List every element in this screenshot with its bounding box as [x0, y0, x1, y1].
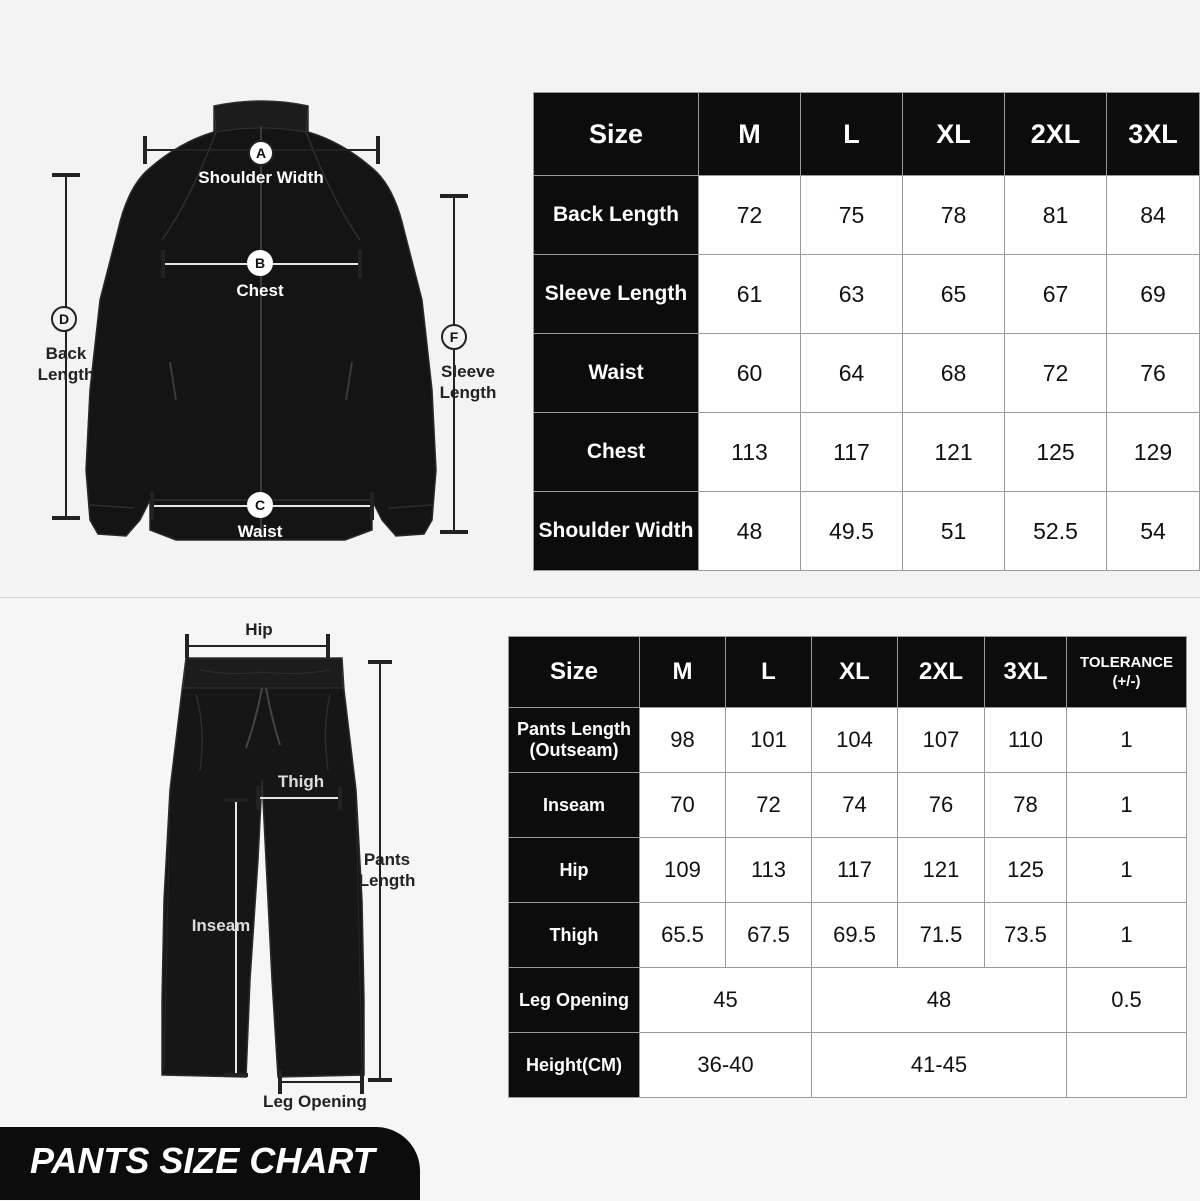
- cell: 69: [1107, 255, 1200, 334]
- cell: 125: [1005, 413, 1107, 492]
- row-label: [509, 708, 640, 773]
- cell-merged: 48: [812, 968, 1067, 1033]
- table-row: [534, 413, 1200, 492]
- row-label: Thigh: [509, 903, 640, 968]
- cell: 113: [726, 838, 812, 903]
- header-l: L: [726, 637, 812, 708]
- cell: 113: [699, 413, 801, 492]
- pants-table-header: [509, 637, 1187, 708]
- header-size: Size: [534, 93, 699, 176]
- pants-length-label: [359, 849, 416, 891]
- cell: 76: [1107, 334, 1200, 413]
- cell: 78: [985, 773, 1067, 838]
- thigh-label: Thigh: [277, 772, 325, 791]
- cell: 51: [903, 492, 1005, 571]
- table-row: [534, 334, 1200, 413]
- cell: 110: [985, 708, 1067, 773]
- cell: 104: [812, 708, 898, 773]
- cell: 52.5: [1005, 492, 1107, 571]
- inseam-label: Inseam: [191, 916, 251, 935]
- cell: 67: [1005, 255, 1107, 334]
- header-m: M: [640, 637, 726, 708]
- leg-opening-label: Leg Opening: [263, 1092, 367, 1111]
- cell: 60: [699, 334, 801, 413]
- cell: 54: [1107, 492, 1200, 571]
- cell-tolerance: 1: [1067, 773, 1187, 838]
- cell: 121: [903, 413, 1005, 492]
- pants-size-table: [508, 636, 1187, 1098]
- pants-length-label-text: Pants Length: [358, 850, 416, 890]
- waist-label: Waist: [237, 522, 283, 541]
- row-label: Back Length: [534, 176, 699, 255]
- row-label: Hip: [509, 838, 640, 903]
- header-2xl: 2XL: [898, 637, 985, 708]
- cell-tolerance: [1067, 1033, 1187, 1098]
- cell: 63: [801, 255, 903, 334]
- header-tolerance: [1067, 637, 1187, 708]
- pants-illustration: [0, 597, 500, 1127]
- cell-merged: 45: [640, 968, 812, 1033]
- badge-c: C: [247, 492, 273, 518]
- badge-a: A: [248, 140, 274, 166]
- cell: 129: [1107, 413, 1200, 492]
- pants-shape: [162, 658, 364, 1077]
- header-2xl: 2XL: [1005, 93, 1107, 176]
- row-label: Inseam: [509, 773, 640, 838]
- header-m: M: [699, 93, 801, 176]
- row-label-text: Pants Length (Outseam): [516, 719, 631, 760]
- cell: 67.5: [726, 903, 812, 968]
- cell: 107: [898, 708, 985, 773]
- row-label: Shoulder Width: [534, 492, 699, 571]
- sleeve-length-label: [440, 361, 497, 403]
- header-xl: XL: [903, 93, 1005, 176]
- shoulder-width-label: Shoulder Width: [198, 168, 324, 187]
- cell-tolerance: 1: [1067, 708, 1187, 773]
- cell: 125: [985, 838, 1067, 903]
- hip-label: Hip: [245, 620, 273, 639]
- jacket-size-table: [533, 92, 1200, 571]
- cell: 121: [898, 838, 985, 903]
- cell: 72: [699, 176, 801, 255]
- row-label: Waist: [534, 334, 699, 413]
- table-row: [534, 255, 1200, 334]
- row-label: Leg Opening: [509, 968, 640, 1033]
- cell: 61: [699, 255, 801, 334]
- cell: 81: [1005, 176, 1107, 255]
- table-row-leg-opening: [509, 968, 1187, 1033]
- cell: 73.5: [985, 903, 1067, 968]
- cell: 69.5: [812, 903, 898, 968]
- badge-b: B: [247, 250, 273, 276]
- header-3xl: 3XL: [1107, 93, 1200, 176]
- table-row: [509, 773, 1187, 838]
- cell-merged: 41-45: [812, 1033, 1067, 1098]
- cell: 70: [640, 773, 726, 838]
- header-xl: XL: [812, 637, 898, 708]
- cell: 84: [1107, 176, 1200, 255]
- table-row: [534, 492, 1200, 571]
- row-label: Chest: [534, 413, 699, 492]
- row-label: Height(CM): [509, 1033, 640, 1098]
- back-length-label: [38, 343, 95, 385]
- cell-tolerance: 1: [1067, 838, 1187, 903]
- cell: 76: [898, 773, 985, 838]
- table-row: [509, 903, 1187, 968]
- table-row: [509, 708, 1187, 773]
- cell: 71.5: [898, 903, 985, 968]
- header-tolerance-text: TOLERANCE (+/-): [1079, 654, 1174, 690]
- cell: 75: [801, 176, 903, 255]
- cell: 117: [812, 838, 898, 903]
- cell: 74: [812, 773, 898, 838]
- cell: 109: [640, 838, 726, 903]
- cell-tolerance: 0.5: [1067, 968, 1187, 1033]
- table-row: [534, 176, 1200, 255]
- cell: 72: [726, 773, 812, 838]
- header-3xl: 3XL: [985, 637, 1067, 708]
- cell: 72: [1005, 334, 1107, 413]
- cell-merged: 36-40: [640, 1033, 812, 1098]
- cell: 65.5: [640, 903, 726, 968]
- cell: 68: [903, 334, 1005, 413]
- chest-label: Chest: [236, 281, 284, 300]
- back-length-label-text: Back Length: [37, 344, 95, 384]
- table-row-height: [509, 1033, 1187, 1098]
- footer-title: PANTS SIZE CHART: [30, 1140, 375, 1181]
- cell: 117: [801, 413, 903, 492]
- header-size: Size: [509, 637, 640, 708]
- row-label: Sleeve Length: [534, 255, 699, 334]
- badge-f: F: [441, 324, 467, 350]
- badge-d: D: [51, 306, 77, 332]
- cell: 65: [903, 255, 1005, 334]
- table-row: [509, 838, 1187, 903]
- cell: 78: [903, 176, 1005, 255]
- cell-tolerance: 1: [1067, 903, 1187, 968]
- cell: 48: [699, 492, 801, 571]
- cell: 101: [726, 708, 812, 773]
- cell: 98: [640, 708, 726, 773]
- sleeve-length-label-text: Sleeve Length: [439, 362, 497, 402]
- cell: 49.5: [801, 492, 903, 571]
- jacket-table-header: [534, 93, 1200, 176]
- header-l: L: [801, 93, 903, 176]
- cell: 64: [801, 334, 903, 413]
